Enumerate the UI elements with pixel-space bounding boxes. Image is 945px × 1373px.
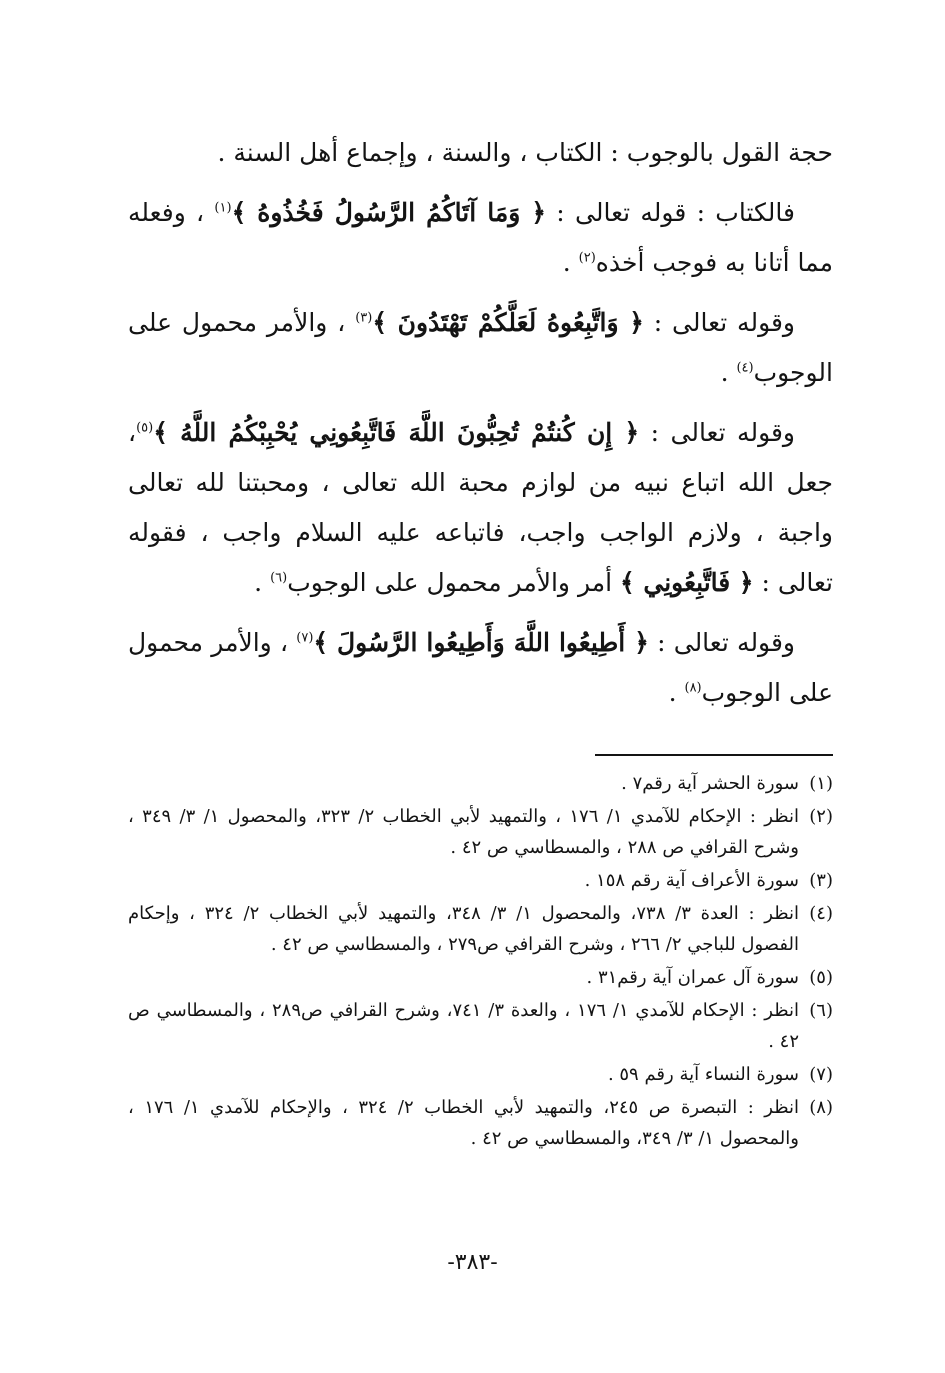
paragraph-atiu bbox=[128, 618, 833, 718]
footnote-ref[interactable]: (٤) bbox=[736, 360, 754, 376]
footnotes bbox=[128, 768, 833, 1156]
text-run: . bbox=[720, 358, 737, 387]
footnote-text: سورة الأعراف آية رقم ١٥٨ . bbox=[584, 870, 799, 891]
text-run: ، والأمر محمول على الوجوب bbox=[128, 628, 833, 707]
footnote-text: انظر : الإحكام للآمدي ١/ ١٧٦ ، والتمهيد لأبي الخطاب ٢/ ٣٢٣، والمحصول ١/ ٣/ ٣٤٩ ، وشرح القرافي ص ٢٨٨ ، والمسطاسي ص ٤٢ . bbox=[128, 806, 799, 858]
footnote-text: انظر : الإحكام للآمدي ١/ ١٧٦ ، والعدة ٣/ ٧٤١، وشرح القرافي ص٢٨٩ ، والمسطاسي ص ٤٢ . bbox=[128, 1000, 799, 1052]
footnote-item bbox=[128, 768, 833, 799]
footnote-text: سورة الحشر آية رقم٧ . bbox=[621, 773, 799, 794]
paragraph-intro bbox=[128, 128, 833, 178]
text-run: فالكتاب : قوله تعالى : bbox=[546, 198, 795, 227]
footnote-number: (٥) bbox=[809, 967, 833, 988]
main-text bbox=[128, 128, 833, 728]
footnote-item bbox=[128, 962, 833, 993]
footnote-text: سورة النساء آية رقم ٥٩ . bbox=[607, 1064, 799, 1085]
footnote-item bbox=[128, 1092, 833, 1154]
paragraph-kitab bbox=[128, 188, 833, 288]
quran-quote: ﴿ وَمَا آتَاكُمُ الرَّسُولُ فَخُذُوهُ ﴾ bbox=[231, 198, 547, 227]
text-run: وقوله تعالى : bbox=[648, 628, 795, 657]
footnote-divider bbox=[595, 754, 833, 756]
quran-quote: ﴿ فَاتَّبِعُونِي ﴾ bbox=[620, 568, 754, 597]
footnote-item bbox=[128, 1059, 833, 1090]
footnote-number: (١) bbox=[809, 773, 833, 794]
footnote-number: (٧) bbox=[809, 1064, 833, 1085]
footnote-text: سورة آل عمران آية رقم٣١ . bbox=[586, 967, 799, 988]
footnote-item bbox=[128, 995, 833, 1057]
quran-quote: ﴿ أَطِيعُوا اللَّهَ وَأَطِيعُوا الرَّسُولَ ﴾ bbox=[313, 628, 649, 657]
intro-text: حجة القول بالوجوب : الكتاب ، والسنة ، وإجماع أهل السنة . bbox=[217, 138, 833, 167]
page-number: -٣٨٣- bbox=[447, 1250, 498, 1275]
text-run: . bbox=[254, 568, 271, 597]
footnote-item bbox=[128, 898, 833, 960]
quran-quote: ﴿ إِن كُنتُمْ تُحِبُّونَ اللَّهَ فَاتَّبِعُونِي يُحْبِبْكُمُ اللَّهُ ﴾ bbox=[153, 418, 640, 447]
text-run: . bbox=[668, 678, 685, 707]
footnote-item bbox=[128, 865, 833, 896]
quran-quote: ﴿ وَاتَّبِعُوهُ لَعَلَّكُمْ تَهْتَدُونَ ﴾ bbox=[372, 308, 644, 337]
text-run: ، وفعله مما أتانا به فوجب أخذه bbox=[128, 198, 833, 277]
footnote-ref[interactable]: (١) bbox=[214, 200, 232, 216]
text-run: أمر والأمر محمول على الوجوب bbox=[287, 568, 621, 597]
paragraph-in-kuntum bbox=[128, 408, 833, 608]
footnote-ref[interactable]: (٣) bbox=[355, 310, 373, 326]
footnote-item bbox=[128, 801, 833, 863]
footnote-text: انظر : التبصرة ص ٢٤٥، والتمهيد لأبي الخطاب ٢/ ٣٢٤ ، والإحكام للآمدي ١/ ١٧٦ ، والمحصول ١/ ٣/ ٣٤٩، والمسطاسي ص ٤٢ . bbox=[128, 1097, 800, 1149]
footnote-number: (٨) bbox=[809, 1097, 833, 1118]
footnote-number: (٤) bbox=[809, 903, 833, 924]
text-run: وقوله تعالى : bbox=[643, 308, 796, 337]
text-run: وقوله تعالى : bbox=[639, 418, 796, 447]
footnote-ref[interactable]: (٢) bbox=[578, 250, 596, 266]
footnote-ref[interactable]: (٨) bbox=[684, 680, 702, 696]
footnote-ref[interactable]: (٦) bbox=[270, 570, 288, 586]
text-run: . bbox=[562, 248, 579, 277]
footnote-number: (٢) bbox=[809, 806, 833, 827]
footnote-number: (٣) bbox=[809, 870, 833, 891]
text-run: ، جعل الله اتباع نبيه من لوازم محبة الله تعالى ، ومحبتنا لله تعالى واجبة ، ولازم الواجب واجب، فاتباعه عليه السلام واجب ، فقوله تعالى : bbox=[128, 418, 833, 597]
footnote-ref[interactable]: (٧) bbox=[296, 630, 314, 646]
paragraph-ittabiuhu bbox=[128, 298, 833, 398]
footnote-ref[interactable]: (٥) bbox=[136, 420, 154, 436]
text-run: ، والأمر محمول على الوجوب bbox=[128, 308, 833, 387]
footnote-text: انظر : العدة ٣/ ٧٣٨، والمحصول ١/ ٣/ ٣٤٨، والتمهيد لأبي الخطاب ٢/ ٣٢٤ ، وإحكام الفصول للباجي ٢/ ٢٦٦ ، وشرح القرافي ص٢٧٩ ، والمسطاسي ص ٤٢ . bbox=[128, 903, 799, 955]
footnote-number: (٦) bbox=[809, 1000, 833, 1021]
